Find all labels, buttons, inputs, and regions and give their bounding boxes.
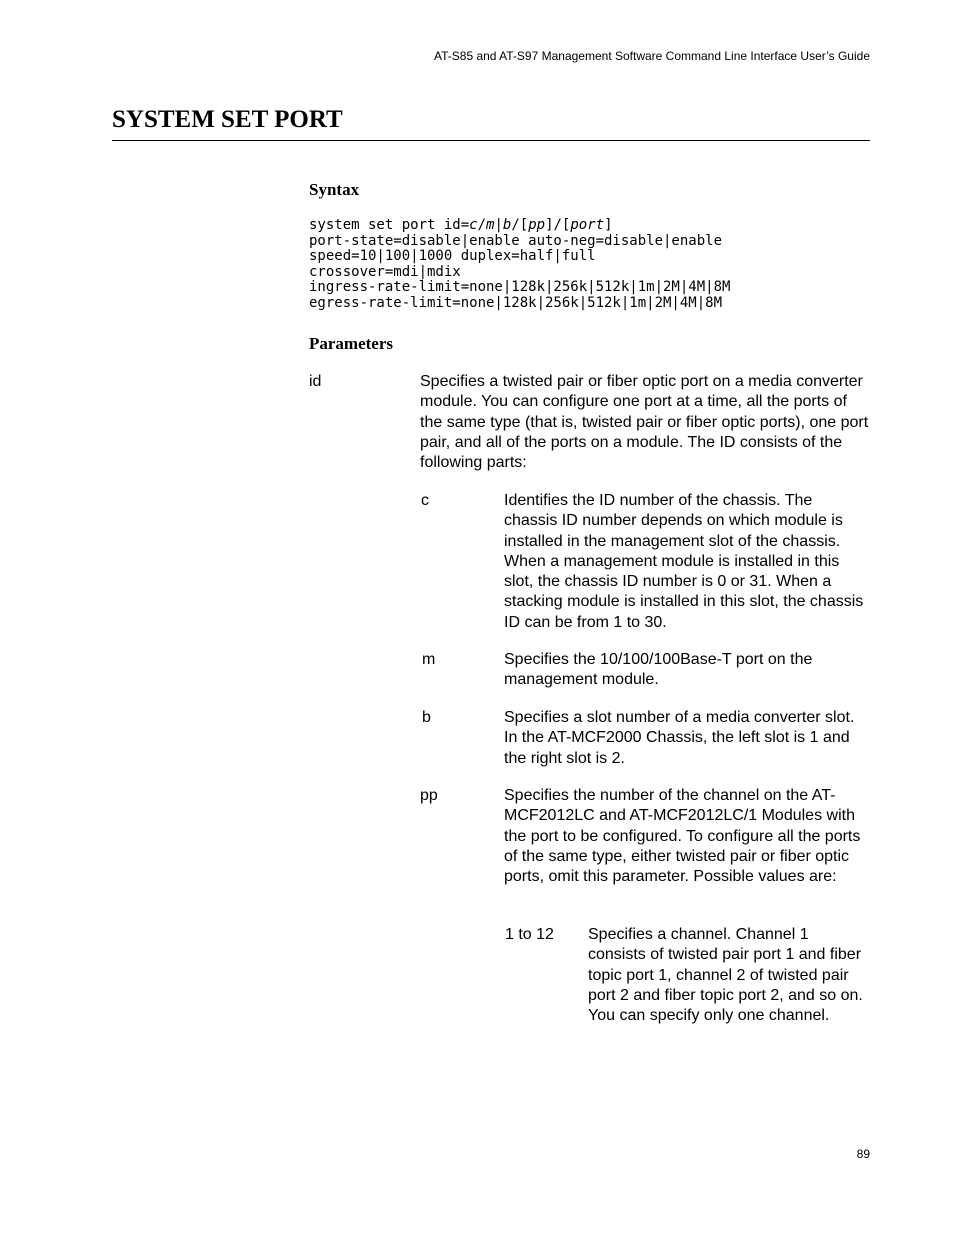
parameters-heading: Parameters xyxy=(309,334,394,353)
page-title: SYSTEM SET PORT xyxy=(112,106,343,133)
syntax-module-placeholder: m xyxy=(486,217,495,233)
running-header: AT-S85 and AT-S97 Management Software Command Line Interface User’s Guide xyxy=(433,49,870,63)
syntax-separator: ]/[ xyxy=(545,217,571,233)
syntax-line-speed: speed=10|100|1000 duplex=half|full xyxy=(309,248,596,265)
param-desc-pp: Specifies the number of the channel on the AT-MCF2012LC and AT-MCF2012LC/1 Modules with the port to be configured. To configure all the ports of the same type, either twisted pair or fiber optic ports, omit this parameter. Possible values are: xyxy=(504,787,861,886)
param-term-b: b xyxy=(422,709,431,726)
param-term-m: m xyxy=(422,651,436,668)
param-term-id: id xyxy=(309,373,322,390)
syntax-separator: | xyxy=(494,217,503,233)
syntax-line-crossover: crossover=mdi|mdix xyxy=(309,263,461,280)
param-desc-c: Identifies the ID number of the chassis. The chassis ID number depends on which module is installed in the management slot of the chassis. When a management module is installed in this slot, the chassis ID number is 0 or 31. When a stacking module is installed in this slot, the chassis ID can be from 1 to 30. xyxy=(504,492,864,631)
param-desc-id: Specifies a twisted pair or fiber optic port on a media converter module. You can configure one port at a time, all the ports of the same type (that is, twisted pair or fiber optic ports), one port pair, and all of the ports on a module. The ID consists of the following parts: xyxy=(420,373,869,472)
syntax-chassis-placeholder: c xyxy=(469,217,478,233)
param-term-range: 1 to 12 xyxy=(505,926,554,943)
syntax-separator: ] xyxy=(604,217,613,233)
param-desc-m: Specifies the 10/100/100Base-T port on the management module. xyxy=(504,651,813,689)
param-desc-b: Specifies a slot number of a media converter slot. In the AT-MCF2000 Chassis, the left slot is 1 and the right slot is 2. xyxy=(504,709,855,767)
syntax-heading: Syntax xyxy=(309,180,360,199)
param-desc-range: Specifies a channel. Channel 1 consists of twisted pair port 1 and fiber topic port 1, channel 2 of twisted pair port 2 and fiber topic port 2, and so on. You can specify only one channel. xyxy=(588,926,863,1025)
syntax-line-port-state: port-state=disable|enable auto-neg=disable|enable xyxy=(309,232,723,249)
param-term-pp: pp xyxy=(420,787,438,804)
syntax-command: system set port id= xyxy=(309,217,470,233)
syntax-separator: / xyxy=(477,217,487,233)
syntax-block xyxy=(309,218,730,312)
syntax-line-egress: egress-rate-limit=none|128k|256k|512k|1m|2M|4M|8M xyxy=(309,294,723,311)
param-term-c: c xyxy=(421,492,429,509)
syntax-slot-placeholder: b xyxy=(502,217,512,233)
title-rule xyxy=(112,140,870,141)
syntax-channel-placeholder: pp xyxy=(528,217,546,233)
page-number: 89 xyxy=(856,1147,870,1161)
syntax-port-placeholder: port xyxy=(570,217,605,233)
syntax-line-ingress: ingress-rate-limit=none|128k|256k|512k|1m|2M|4M|8M xyxy=(309,279,731,296)
syntax-separator: /[ xyxy=(511,217,529,233)
